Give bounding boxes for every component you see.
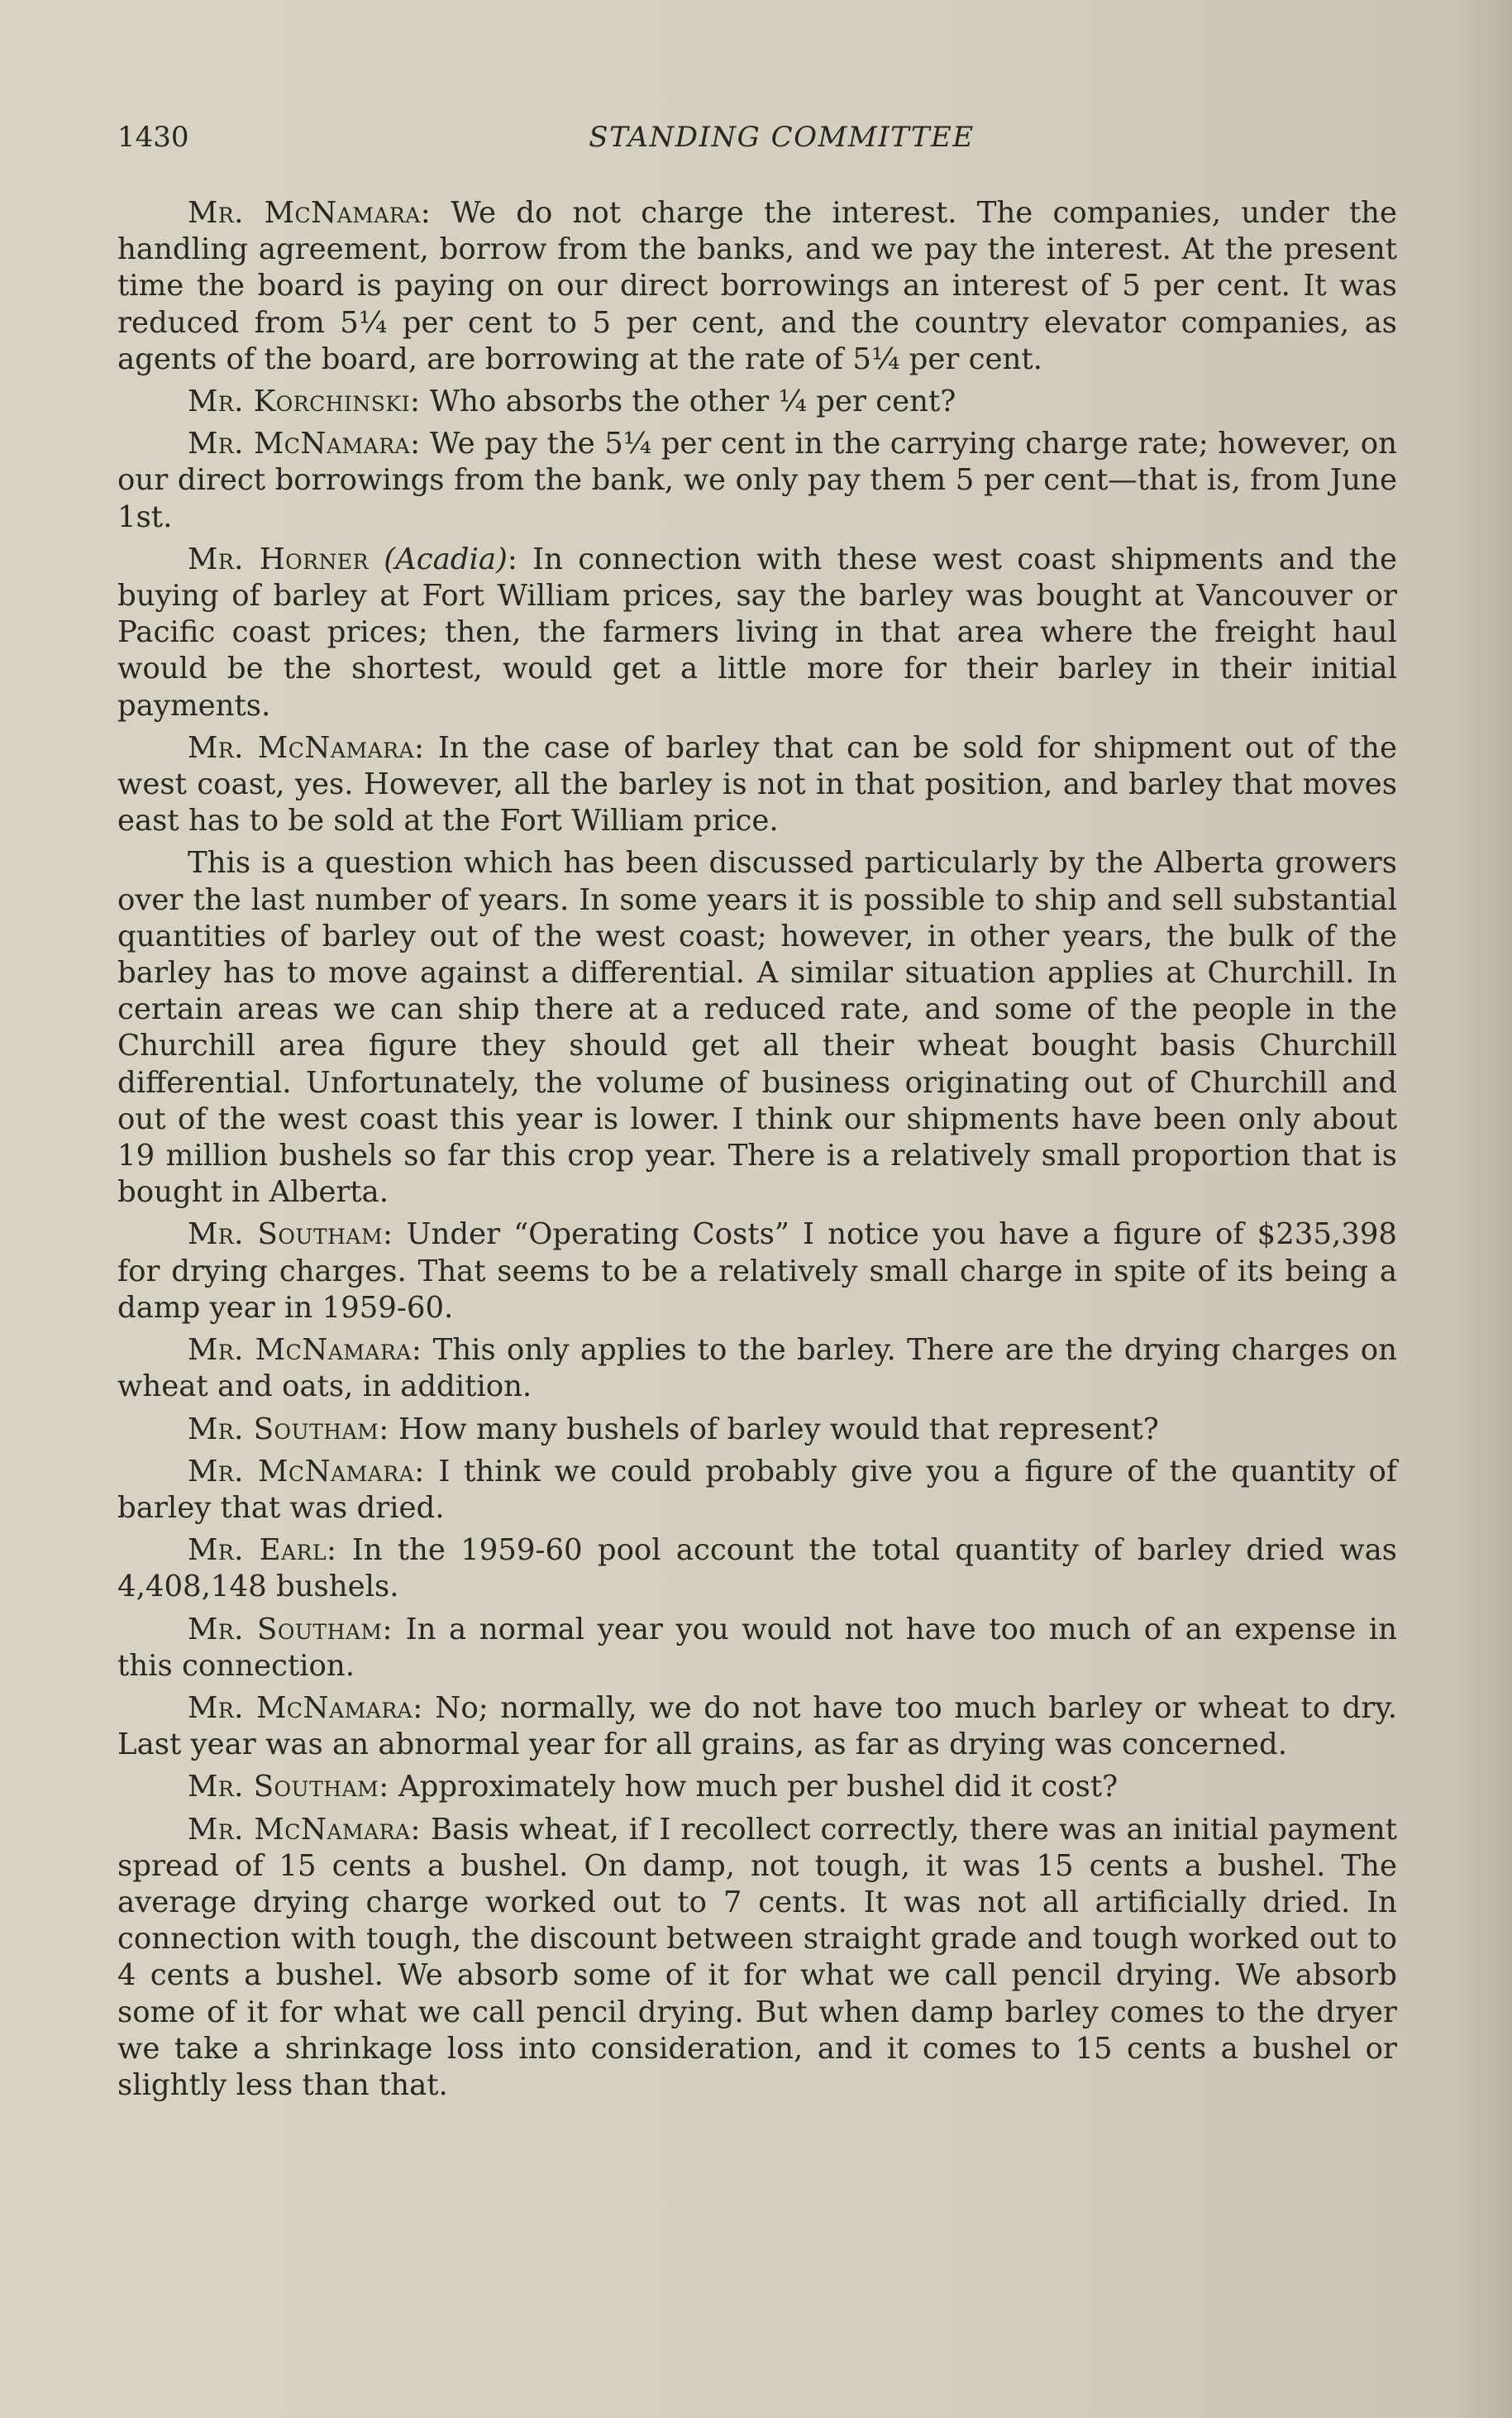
speaker-name: Mr. McNamara: xyxy=(188,730,425,765)
paragraph-text: Approximately how much per bushel did it cost? xyxy=(389,1770,1118,1804)
speaker-riding: (Acadia) xyxy=(384,542,508,576)
speaker-name: Mr. Southam: xyxy=(188,1612,393,1646)
paragraph-text: Who absorbs the other ¼ per cent? xyxy=(420,385,956,419)
speaker-name: Mr. McNamara: xyxy=(188,196,432,230)
paragraph-text: Under “Operating Costs” I notice you have a figure of $235,398 for drying charges. That seems to be a relatively small charge in spite of its being a damp year in 1959-60. xyxy=(117,1217,1398,1325)
paragraph-text: How many bushels of barley would that represent? xyxy=(389,1412,1159,1446)
speaker-name: Mr. McNamara: xyxy=(188,1812,422,1847)
speaker-name: Mr. McNamara: xyxy=(188,1454,425,1489)
paragraph xyxy=(117,426,1397,536)
speaker-name: Mr. McNamara: xyxy=(188,1690,423,1725)
paragraph-text: We do not charge the interest. The companies, under the handling agreement, borrow from the banks, and we pay the interest. At the present time the board is paying on our direct borrowings an interest of 5 per cent. It was reduced from 5¼ per cent to 5 per cent, and the country elevator companies, as agents of the board, are borrowing at the rate of 5¼ per cent. xyxy=(117,196,1397,376)
paragraph xyxy=(117,542,1397,724)
paragraph xyxy=(117,1690,1397,1763)
speaker-name: Mr. Earl: xyxy=(188,1533,337,1568)
speaker-name: Mr. Southam: xyxy=(188,1217,394,1252)
paragraph xyxy=(117,730,1397,840)
speaker-name: Mr. McNamara: xyxy=(188,1333,422,1368)
speaker-name: Mr. Southam: xyxy=(188,1412,389,1446)
paragraph xyxy=(117,384,1397,420)
page-header xyxy=(117,121,1396,162)
speaker-name: Mr. Horner xyxy=(188,542,369,576)
paragraph-text: This only applies to the barley. There are the drying charges on wheat and oats, in addition. xyxy=(117,1333,1397,1404)
paragraph xyxy=(117,845,1397,1211)
paragraph xyxy=(117,1812,1397,2105)
speaker-name: Mr. Southam: xyxy=(188,1770,389,1804)
paragraph xyxy=(117,1454,1397,1527)
paragraph xyxy=(117,195,1397,378)
paragraph-text: This is a question which has been discussed particularly by the Alberta growers over the last number of years. In some years it is possible to ship and sell substantial quantities of barley out of the west coast; however, in other years, the bulk of the barley has to move against a differential. A similar situation applies at Churchill. In certain areas we can ship there at a reduced rate, and some of the people in the Churchill area figure they should get all their wheat bought basis Churchill differential. Unfortunately, the volume of business originating out of Churchill and out of the west coast this year is lower. I think our shipments have been only about 19 million bushels so far this crop year. There is a relatively small proportion that is bought in Alberta. xyxy=(117,846,1397,1210)
paragraph xyxy=(117,1332,1397,1405)
paragraph xyxy=(117,1532,1397,1605)
page-body xyxy=(117,195,1397,2110)
page-number: 1430 xyxy=(117,121,189,154)
paragraph-text: : In connection with these west coast shipments and the buying of barley at Fort William prices, say the barley was bought at Vancouver or Pacific coast prices; then, the farmers living in that area where the freight haul would be the shortest, would get a little more for their barley in their initial payments. xyxy=(117,542,1397,723)
paragraph-text: Basis wheat, if I recollect correctly, there was an initial payment spread of 15 cents a bushel. On damp, not tough, it was 15 cents a bushel. The average drying charge worked out to 7 cents. It was not all artificially dried. In connection with tough, the discount between straight grade and tough worked out to 4 cents a bushel. We absorb some of it for what we call pencil drying. We absorb some of it for what we call pencil drying. But when damp barley comes to the dryer we take a shrinkage loss into consideration, and it comes to 15 cents a bushel or slightly less than that. xyxy=(117,1812,1397,2102)
paragraph-text: In a normal year you would not have too much of an expense in this connection. xyxy=(117,1612,1397,1683)
paragraph-text: In the 1959-60 pool account the total quantity of barley dried was 4,408,148 bushels. xyxy=(117,1533,1397,1604)
paragraph-text: I think we could probably give you a figure of the quantity of barley that was dried. xyxy=(117,1454,1398,1525)
speaker-name: Mr. Korchinski: xyxy=(188,385,421,419)
paragraph xyxy=(117,1412,1397,1448)
paragraph-text: We pay the 5¼ per cent in the carrying charge rate; however, on our direct borrowings from the bank, we only pay them 5 per cent—that is, from June 1st. xyxy=(117,427,1397,534)
running-title: STANDING COMMITTEE xyxy=(589,121,975,154)
speaker-name: Mr. McNamara: xyxy=(188,427,421,461)
paragraph-text: No; normally, we do not have too much barley or wheat to dry. Last year was an abnormal year for all grains, as far as drying was concerned. xyxy=(117,1690,1397,1762)
paragraph xyxy=(117,1612,1397,1684)
paragraph-text: In the case of barley that can be sold for shipment out of the west coast, yes. However, all the barley is not in that position, and barley that moves east has to be sold at the Fort William price. xyxy=(117,730,1397,839)
paragraph xyxy=(117,1769,1397,1805)
paragraph xyxy=(117,1216,1397,1326)
